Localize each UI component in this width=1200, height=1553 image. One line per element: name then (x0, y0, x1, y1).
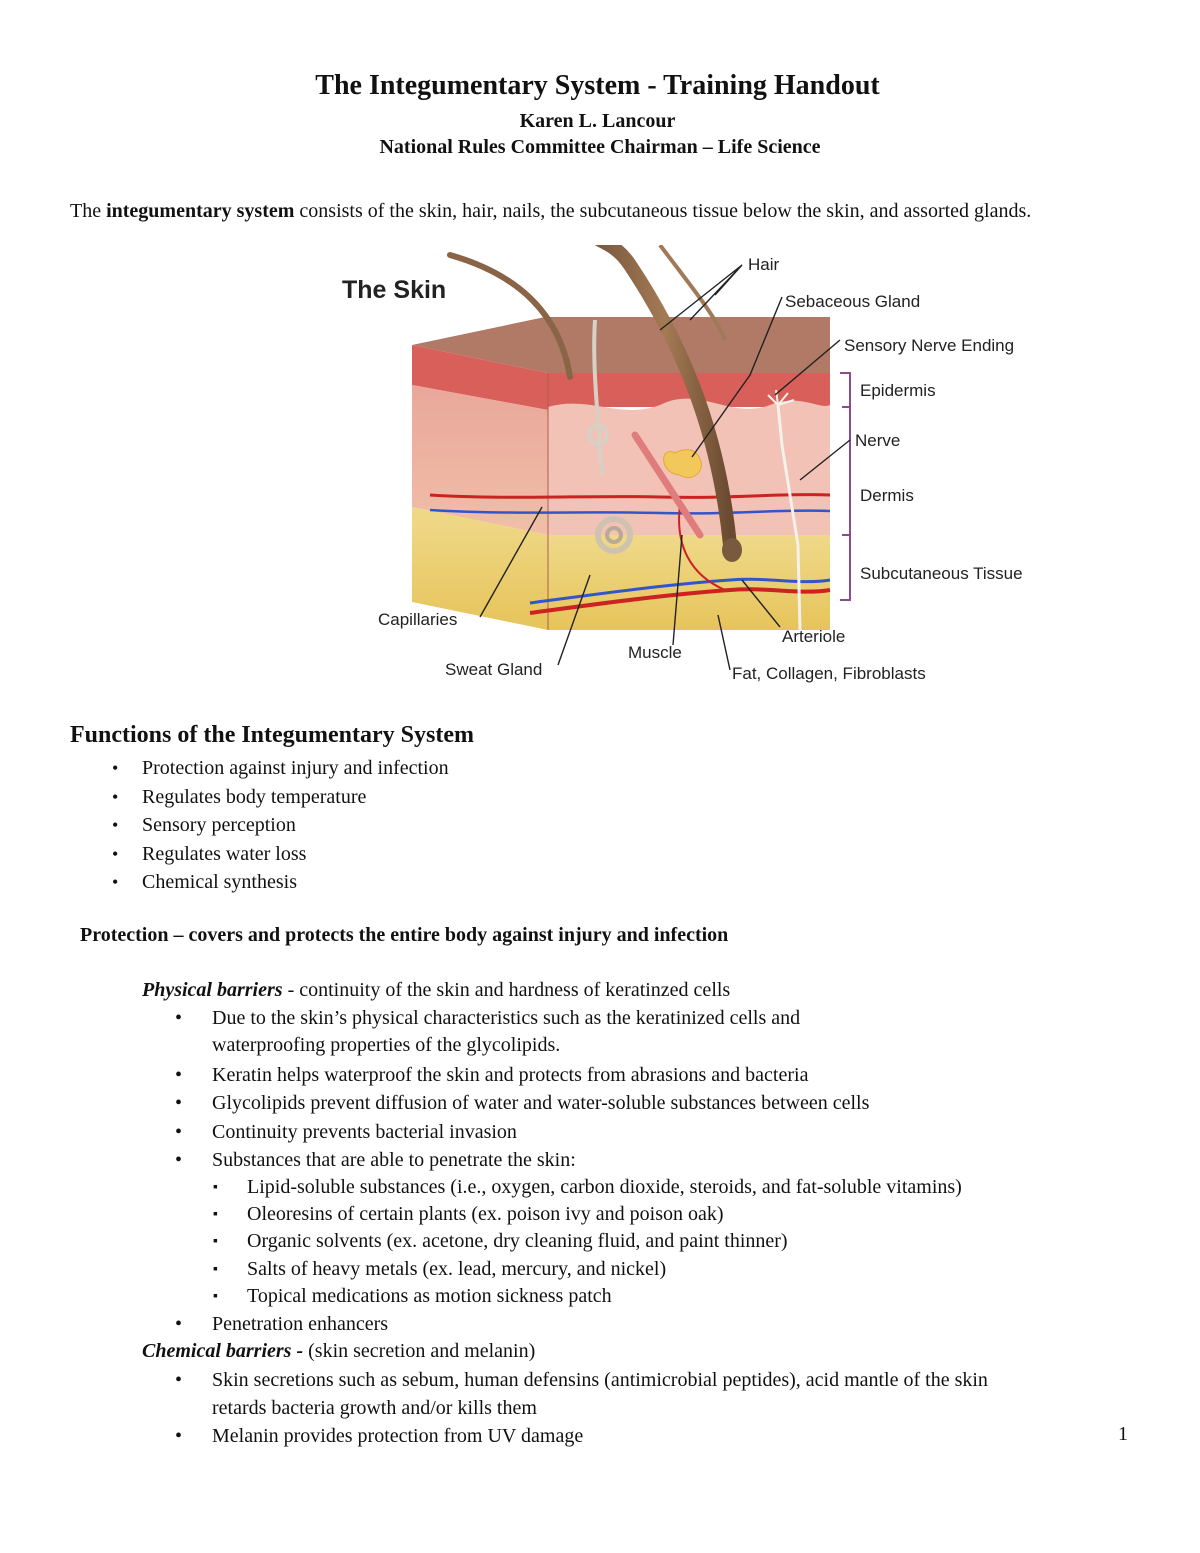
list-item-text: Regulates body temperature (142, 785, 367, 808)
square-bullet: ▪ (213, 1289, 218, 1304)
label-subcutaneous-tissue: Subcutaneous Tissue (860, 564, 1023, 583)
chemical-barriers-line (142, 1338, 535, 1365)
bullet: • (175, 1121, 183, 1143)
functions-heading: Functions of the Integumentary System (70, 722, 474, 748)
bullet: • (175, 1064, 183, 1086)
physical-item-text: waterproofing properties of the glycolipids. (212, 1034, 561, 1056)
list-item-text: Protection against injury and infection (142, 757, 449, 779)
chemical-barriers-term: Chemical barriers - (142, 1340, 309, 1362)
physical-item-text: Continuity prevents bacterial invasion (212, 1121, 517, 1143)
functions-list (112, 754, 449, 897)
page-number: 1 (1118, 1423, 1128, 1445)
page-title: The Integumentary System - Training Handout (315, 70, 880, 101)
intro-rest: consists of the skin, hair, nails, the subcutaneous tissue below the skin, and assorted glands. (294, 200, 1032, 222)
bullet: • (112, 758, 119, 778)
physical-barriers-line (142, 977, 730, 1004)
intro-paragraph (70, 198, 1135, 225)
label-sebaceous-gland: Sebaceous Gland (785, 292, 921, 311)
list-item-text: Regulates water loss (142, 842, 307, 865)
bullet: • (175, 1092, 183, 1114)
layer-bracket (840, 373, 850, 600)
physical-barriers-term: Physical barriers (142, 979, 283, 1001)
physical-item-text: Glycolipids prevent diffusion of water and water-soluble substances between cells (212, 1092, 870, 1114)
subitem-text: Oleoresins of certain plants (ex. poison ivy and poison oak) (247, 1203, 724, 1225)
subitem-text: Topical medications as motion sickness patch (247, 1285, 612, 1307)
list-item (112, 783, 449, 812)
label-muscle: Muscle (628, 643, 682, 662)
list-item (112, 868, 449, 897)
intro-lead: The (70, 200, 107, 222)
label-fat-collagen-fibroblasts: Fat, Collagen, Fibroblasts (732, 664, 926, 683)
chemical-barriers-desc: (skin secretion and melanin) (308, 1340, 536, 1362)
physical-item-text: Keratin helps waterproof the skin and protects from abrasions and bacteria (212, 1064, 809, 1086)
physical-item-text: Due to the skin’s physical characteristics such as the keratinized cells and (212, 1007, 801, 1029)
square-bullet: ▪ (213, 1180, 218, 1195)
square-bullet: ▪ (213, 1207, 218, 1222)
list-item (112, 811, 449, 840)
list-item-text: Chemical synthesis (142, 871, 297, 893)
bullet: • (175, 1369, 183, 1391)
square-bullet: ▪ (213, 1234, 218, 1249)
bullet: • (112, 872, 119, 892)
diagram-title: The Skin (342, 276, 447, 304)
subitem-text: Organic solvents (ex. acetone, dry cleaning fluid, and paint thinner) (247, 1230, 788, 1252)
bullet: • (112, 786, 119, 807)
skin-diagram (330, 245, 1060, 695)
physical-item-text: Penetration enhancers (212, 1313, 389, 1335)
bullet: • (175, 1425, 183, 1447)
physical-item-text: Substances that are able to penetrate the skin: (212, 1149, 576, 1171)
physical-barriers-desc: - continuity of the skin and hardness of keratinzed cells (282, 979, 731, 1001)
bullet: • (112, 815, 119, 835)
bullet: • (112, 843, 119, 864)
subitem-text: Salts of heavy metals (ex. lead, mercury, and nickel) (247, 1258, 667, 1280)
chemical-item-text: retards bacteria growth and/or kills them (212, 1397, 537, 1419)
hair-bulb (722, 538, 742, 562)
bullet: • (175, 1313, 183, 1335)
author-role: National Rules Committee Chairman – Life Science (379, 136, 821, 158)
bullet: • (175, 1149, 183, 1171)
label-sensory-nerve-ending: Sensory Nerve Ending (844, 336, 1015, 355)
intro-term: integumentary system (106, 200, 295, 222)
label-capillaries: Capillaries (378, 610, 458, 629)
label-nerve: Nerve (855, 431, 901, 450)
label-sweat-gland: Sweat Gland (445, 660, 543, 679)
label-arteriole: Arteriole (782, 627, 846, 646)
subitem-text: Lipid-soluble substances (i.e., oxygen, carbon dioxide, steroids, and fat-soluble vitamins) (247, 1176, 962, 1198)
bullet: • (175, 1007, 183, 1029)
chemical-item-text: Skin secretions such as sebum, human defensins (antimicrobial peptides), acid mantle of the skin (212, 1369, 988, 1391)
list-item-text: Sensory perception (142, 814, 296, 836)
protection-heading: Protection – covers and protects the entire body against injury and infection (80, 924, 729, 946)
square-bullet: ▪ (213, 1262, 218, 1277)
label-epidermis: Epidermis (860, 381, 936, 400)
label-hair: Hair (748, 255, 780, 274)
list-item (112, 840, 449, 869)
author-name: Karen L. Lancour (519, 110, 676, 132)
label-dermis: Dermis (860, 486, 914, 505)
list-item (112, 754, 449, 783)
chemical-item-text: Melanin provides protection from UV damage (212, 1425, 584, 1447)
